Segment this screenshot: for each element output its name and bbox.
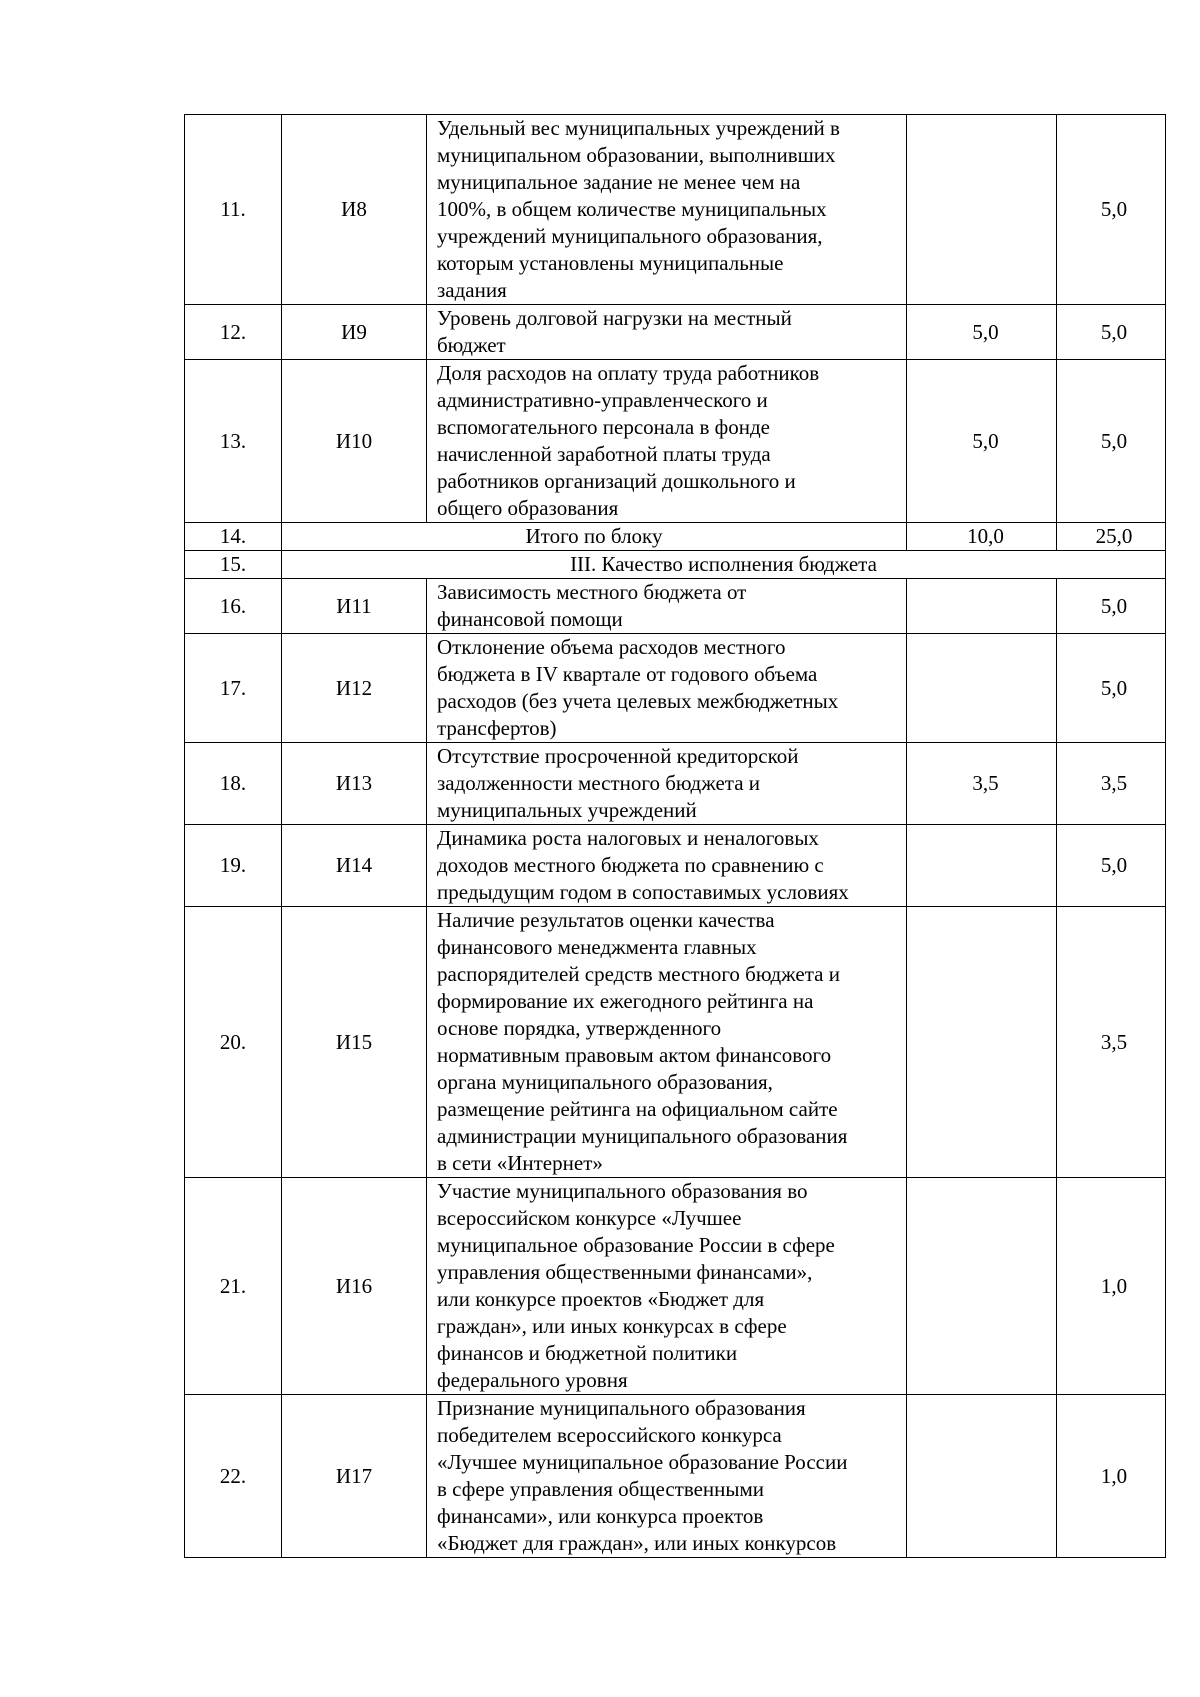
indicator-row (185, 579, 1166, 634)
indicator-code: И12 (282, 634, 427, 743)
indicator-row (185, 305, 1166, 360)
indicator-row (185, 1395, 1166, 1558)
value-column-1: 3,5 (907, 743, 1057, 825)
indicator-description (427, 115, 907, 305)
description-line: Удельный вес муниципальных учреждений в (437, 116, 840, 140)
row-number: 13. (185, 360, 282, 523)
description-line: расходов (без учета целевых межбюджетных (437, 689, 839, 713)
description-line: граждан», или иных конкурсах в сфере (437, 1314, 787, 1338)
indicators-table (184, 114, 1166, 1558)
indicator-code: И14 (282, 825, 427, 907)
description-line: которым установлены муниципальные (437, 251, 784, 275)
indicator-row (185, 743, 1166, 825)
description-line: управления общественными финансами», (437, 1260, 813, 1284)
description-line: Отклонение объема расходов местного (437, 635, 786, 659)
description-line: распорядителей средств местного бюджета и (437, 962, 840, 986)
description-line: Зависимость местного бюджета от (437, 580, 747, 604)
indicator-code: И10 (282, 360, 427, 523)
description-line: финансовой помощи (437, 607, 623, 631)
indicator-row (185, 360, 1166, 523)
value-column-2: 5,0 (1057, 360, 1166, 523)
description-line: задания (437, 278, 507, 302)
block-total-row (185, 523, 1166, 551)
value-column-1: 10,0 (907, 523, 1057, 551)
row-number: 21. (185, 1178, 282, 1395)
description-line: задолженности местного бюджета и (437, 771, 761, 795)
description-line: доходов местного бюджета по сравнению с (437, 853, 824, 877)
value-column-2: 5,0 (1057, 115, 1166, 305)
description-line: Динамика роста налоговых и неналоговых (437, 826, 819, 850)
description-line: финансами», или конкурса проектов (437, 1504, 764, 1528)
indicator-description (427, 743, 907, 825)
description-line: администрации муниципального образования (437, 1124, 848, 1148)
row-number: 20. (185, 907, 282, 1178)
description-line: общего образования (437, 496, 619, 520)
description-line: муниципальном образовании, выполнивших (437, 143, 836, 167)
description-line: 100%, в общем количестве муниципальных (437, 197, 827, 221)
row-number: 16. (185, 579, 282, 634)
description-line: или конкурсе проектов «Бюджет для (437, 1287, 765, 1311)
section-title: III. Качество исполнения бюджета (282, 551, 1166, 579)
description-line: трансфертов) (437, 716, 557, 740)
value-column-1 (907, 1178, 1057, 1395)
row-number: 14. (185, 523, 282, 551)
description-line: начисленной заработной платы труда (437, 442, 771, 466)
indicator-description (427, 305, 907, 360)
description-line: формирование их ежегодного рейтинга на (437, 989, 814, 1013)
value-column-1 (907, 115, 1057, 305)
description-line: учреждений муниципального образования, (437, 224, 823, 248)
indicator-code: И8 (282, 115, 427, 305)
description-line: «Бюджет для граждан», или иных конкурсов (437, 1531, 837, 1555)
description-line: нормативным правовым актом финансового (437, 1043, 832, 1067)
description-line: работников организаций дошкольного и (437, 469, 796, 493)
indicator-code: И16 (282, 1178, 427, 1395)
indicator-row (185, 115, 1166, 305)
value-column-2: 5,0 (1057, 634, 1166, 743)
indicator-code: И11 (282, 579, 427, 634)
description-line: муниципальное образование России в сфере (437, 1233, 835, 1257)
indicator-code: И9 (282, 305, 427, 360)
description-line: Признание муниципального образования (437, 1396, 806, 1420)
indicator-code: И17 (282, 1395, 427, 1558)
description-line: Доля расходов на оплату труда работников (437, 361, 820, 385)
description-line: вспомогательного персонала в фонде (437, 415, 770, 439)
indicator-description (427, 360, 907, 523)
row-number: 17. (185, 634, 282, 743)
indicator-row (185, 1178, 1166, 1395)
value-column-2: 25,0 (1057, 523, 1166, 551)
row-number: 18. (185, 743, 282, 825)
description-line: административно-управленческого и (437, 388, 768, 412)
description-line: Отсутствие просроченной кредиторской (437, 744, 799, 768)
description-line: Наличие результатов оценки качества (437, 908, 775, 932)
description-line: федерального уровня (437, 1368, 628, 1392)
description-line: органа муниципального образования, (437, 1070, 773, 1094)
description-line: в сфере управления общественными (437, 1477, 765, 1501)
description-line: финансов и бюджетной политики (437, 1341, 738, 1365)
description-line: всероссийском конкурсе «Лучшее (437, 1206, 742, 1230)
indicator-description (427, 825, 907, 907)
value-column-1: 5,0 (907, 305, 1057, 360)
description-line: предыдущим годом в сопоставимых условиях (437, 880, 849, 904)
row-number: 12. (185, 305, 282, 360)
value-column-2: 5,0 (1057, 579, 1166, 634)
section-header-row (185, 551, 1166, 579)
value-column-1 (907, 1395, 1057, 1558)
value-column-2: 5,0 (1057, 305, 1166, 360)
description-line: бюджет (437, 333, 506, 357)
row-number: 19. (185, 825, 282, 907)
block-total-label: Итого по блоку (282, 523, 907, 551)
row-number: 11. (185, 115, 282, 305)
description-line: победителем всероссийского конкурса (437, 1423, 782, 1447)
description-line: Участие муниципального образования во (437, 1179, 808, 1203)
indicator-code: И15 (282, 907, 427, 1178)
value-column-2: 1,0 (1057, 1395, 1166, 1558)
indicator-description (427, 1395, 907, 1558)
description-line: бюджета в IV квартале от годового объема (437, 662, 818, 686)
value-column-2: 3,5 (1057, 743, 1166, 825)
indicator-row (185, 907, 1166, 1178)
indicator-description (427, 634, 907, 743)
indicator-description (427, 1178, 907, 1395)
row-number: 22. (185, 1395, 282, 1558)
row-number: 15. (185, 551, 282, 579)
indicator-description (427, 907, 907, 1178)
value-column-2: 3,5 (1057, 907, 1166, 1178)
value-column-1: 5,0 (907, 360, 1057, 523)
description-line: размещение рейтинга на официальном сайте (437, 1097, 838, 1121)
indicator-description (427, 579, 907, 634)
description-line: финансового менеджмента главных (437, 935, 757, 959)
description-line: основе порядка, утвержденного (437, 1016, 722, 1040)
value-column-1 (907, 907, 1057, 1178)
value-column-1 (907, 579, 1057, 634)
description-line: муниципальное задание не менее чем на (437, 170, 801, 194)
description-line: Уровень долговой нагрузки на местный (437, 306, 792, 330)
indicator-row (185, 825, 1166, 907)
indicator-row (185, 634, 1166, 743)
value-column-2: 1,0 (1057, 1178, 1166, 1395)
value-column-1 (907, 634, 1057, 743)
description-line: муниципальных учреждений (437, 798, 697, 822)
indicator-code: И13 (282, 743, 427, 825)
description-line: в сети «Интернет» (437, 1151, 603, 1175)
value-column-2: 5,0 (1057, 825, 1166, 907)
description-line: «Лучшее муниципальное образование России (437, 1450, 848, 1474)
value-column-1 (907, 825, 1057, 907)
